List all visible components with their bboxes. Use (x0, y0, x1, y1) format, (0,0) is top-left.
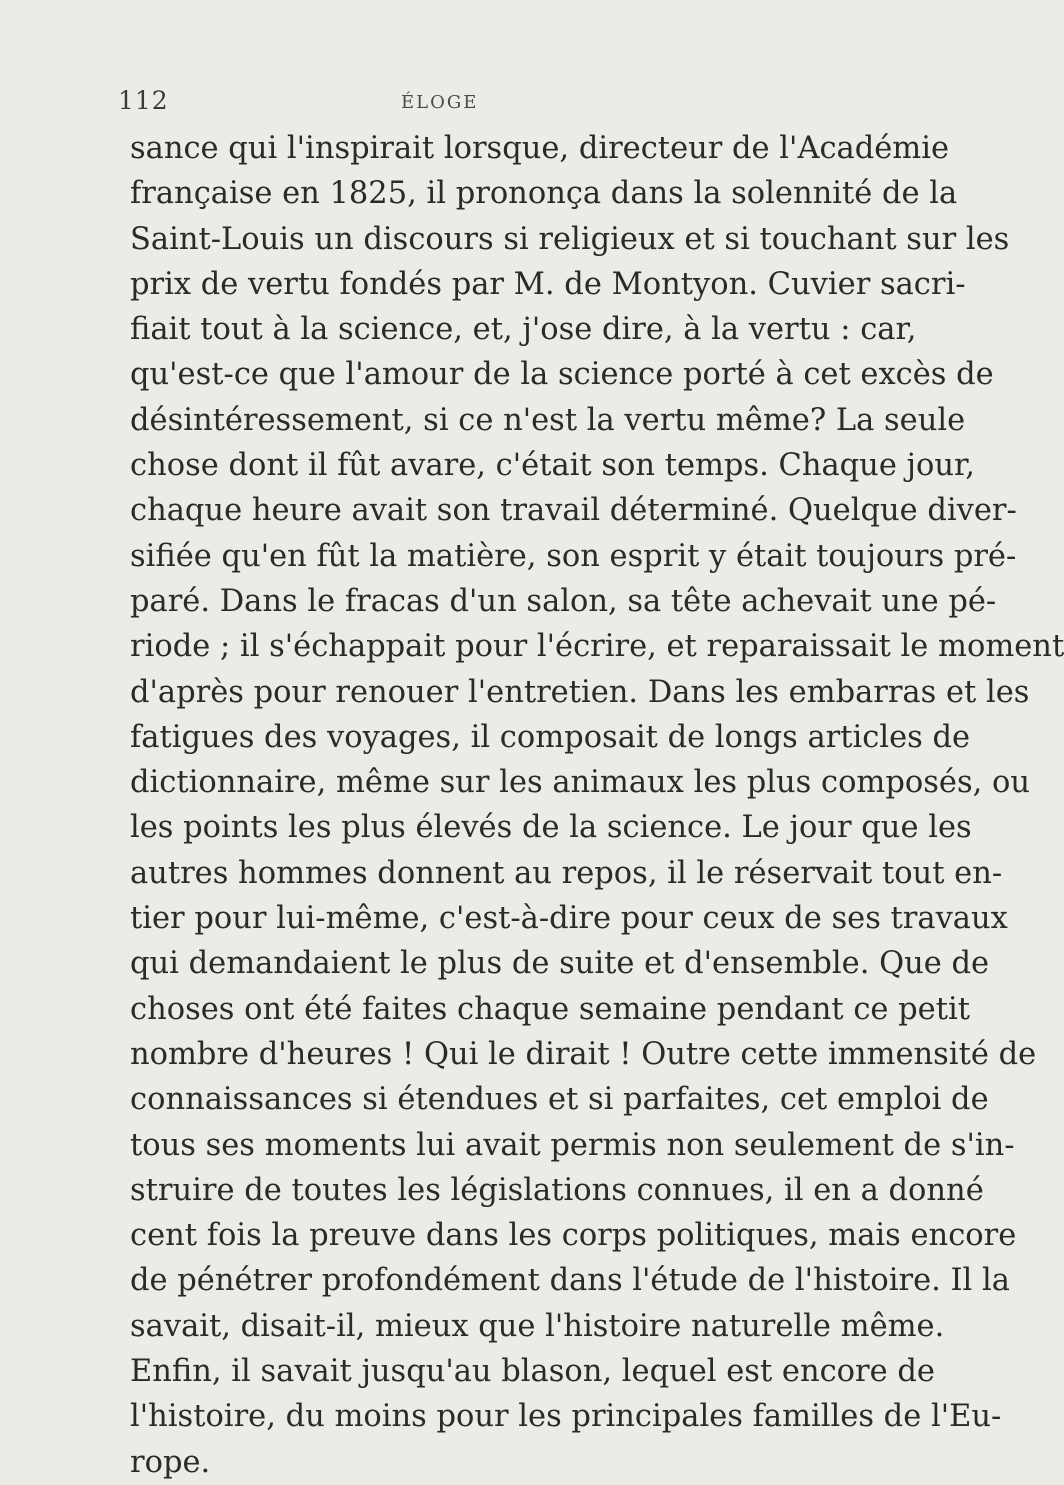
text-line: savait, disait-il, mieux que l'histoire naturelle même. (130, 1308, 945, 1344)
text-line: désintéressement, si ce n'est la vertu même? La seule (130, 402, 966, 438)
text-line: d'après pour renouer l'entretien. Dans les embarras et les (130, 674, 1030, 710)
page-number: 112 (118, 86, 169, 115)
text-line: tier pour lui-même, c'est-à-dire pour ceux de ses travaux (130, 901, 1008, 937)
text-line: riode ; il s'échappait pour l'écrire, et reparaissait le moment (130, 629, 1064, 665)
text-line: dictionnaire, même sur les animaux les plus composés, ou (130, 765, 1030, 801)
text-line: struire de toutes les législations connues, il en a donné (130, 1172, 984, 1208)
body-text (130, 126, 1064, 1485)
text-line: sifiée qu'en fût la matière, son esprit y était toujours pré- (130, 538, 1017, 574)
page-header (118, 86, 778, 126)
text-line: paré. Dans le fracas d'un salon, sa tête achevait une pé- (130, 583, 997, 619)
text-line: chaque heure avait son travail déterminé. Quelque diver- (130, 493, 1017, 529)
text-line: nombre d'heures ! Qui le dirait ! Outre cette immensité de (130, 1036, 1037, 1072)
running-title: ÉLOGE (401, 92, 479, 113)
text-line: qu'est-ce que l'amour de la science porté à cet excès de (130, 357, 994, 393)
text-line: connaissances si étendues et si parfaites, cet emploi de (130, 1082, 989, 1118)
text-line: cent fois la preuve dans les corps politiques, mais encore (130, 1218, 1017, 1254)
text-line: rope. (130, 1444, 211, 1480)
text-line: fiait tout à la science, et, j'ose dire, à la vertu : car, (130, 312, 917, 348)
text-line: de pénétrer profondément dans l'étude de l'histoire. Il la (130, 1263, 1010, 1299)
text-line: tous ses moments lui avait permis non seulement de s'in- (130, 1127, 1015, 1163)
text-line: les points les plus élevés de la science. Le jour que les (130, 810, 972, 846)
text-line: l'histoire, du moins pour les principales familles de l'Eu- (130, 1399, 1002, 1435)
text-line: qui demandaient le plus de suite et d'ensemble. Que de (130, 946, 990, 982)
text-line: Enfin, il savait jusqu'au blason, lequel est encore de (130, 1354, 935, 1390)
text-line: Saint-Louis un discours si religieux et si touchant sur les (130, 221, 1010, 257)
text-line: française en 1825, il prononça dans la solennité de la (130, 176, 958, 212)
text-line: fatigues des voyages, il composait de longs articles de (130, 719, 971, 755)
text-line: autres hommes donnent au repos, il le réservait tout en- (130, 855, 1003, 891)
text-line: chose dont il fût avare, c'était son temps. Chaque jour, (130, 448, 975, 484)
text-line: sance qui l'inspirait lorsque, directeur de l'Académie (130, 131, 950, 166)
text-line: choses ont été faites chaque semaine pendant ce petit (130, 991, 970, 1027)
text-line: prix de vertu fondés par M. de Montyon. Cuvier sacri- (130, 266, 966, 302)
